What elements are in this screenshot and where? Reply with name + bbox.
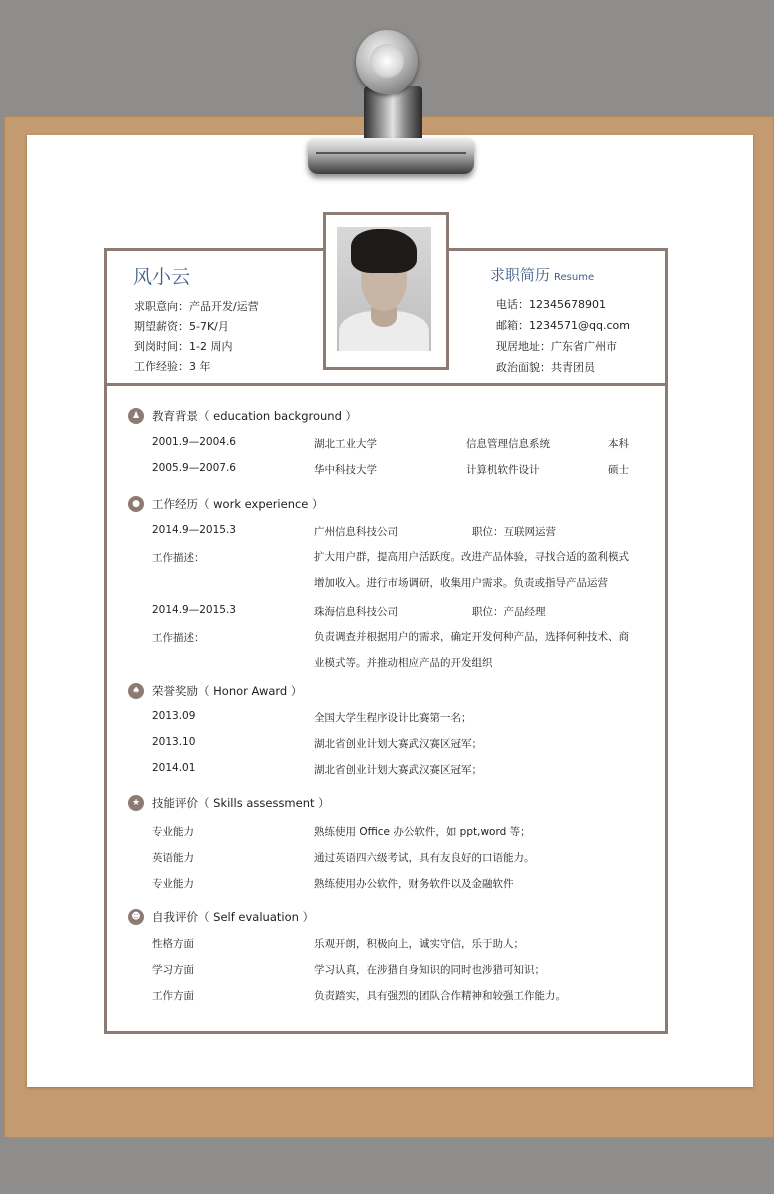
- work-company: 珠海信息科技公司: [314, 606, 398, 618]
- work-company: 广州信息科技公司: [314, 526, 398, 538]
- work-description: 负责调查并根据用户的需求，确定开发何种产品，选择何种技术、商业模式等。并推动相应产品的开发组织: [314, 631, 629, 669]
- info-line: 政治面貌：共青团员: [496, 361, 595, 374]
- header-divider: [104, 383, 668, 386]
- briefcase-icon: ●: [128, 496, 144, 512]
- work-desc-label: 工作描述：: [152, 632, 205, 644]
- edu-degree: 硕士: [608, 464, 629, 476]
- info-line: 求职意向：产品开发/运营: [134, 300, 259, 313]
- edu-school: 湖北工业大学: [314, 438, 377, 450]
- skill-label: 专业能力: [152, 826, 194, 838]
- honor-date: 2014.01: [152, 762, 196, 774]
- contact-info-right: [496, 294, 630, 378]
- edu-period: 2001.9—2004.6: [152, 436, 236, 448]
- section-title: 教育背景（ education background ）: [152, 409, 358, 423]
- work-description: 扩大用户群，提高用户活跃度。改进产品体验，寻找合适的盈利模式增加收入。进行市场调研，收集用户需求。负责或指导产品运营: [314, 551, 629, 589]
- skill-label: 专业能力: [152, 878, 194, 890]
- edu-major: 计算机软件设计: [466, 464, 540, 476]
- self-label: 工作方面: [152, 990, 194, 1002]
- resume-title-text: 求职简历: [490, 266, 551, 284]
- people-icon: ♟: [128, 408, 144, 424]
- work-period: 2014.9—2015.3: [152, 524, 236, 536]
- star-icon: ★: [128, 795, 144, 811]
- skill-text: 通过英语四六级考试，具有友良好的口语能力。: [314, 852, 535, 864]
- section-title: 技能评价（ Skills assessment ）: [152, 796, 330, 810]
- section-title: 荣誉奖励（ Honor Award ）: [152, 684, 303, 698]
- honor-text: 湖北省创业计划大赛武汉赛区冠军；: [314, 738, 482, 750]
- honor-date: 2013.09: [152, 710, 196, 722]
- info-line: 邮箱：1234571@qq.com: [496, 319, 630, 332]
- profile-photo: [337, 227, 431, 351]
- honor-text: 全国大学生程序设计比赛第一名；: [314, 712, 472, 724]
- self-text: 乐观开朗，积极向上，诚实守信，乐于助人；: [314, 938, 524, 950]
- work-position: 职位：产品经理: [472, 606, 546, 618]
- info-line: 现居地址：广东省广州市: [496, 340, 617, 353]
- work-position: 职位：互联网运营: [472, 526, 556, 538]
- work-period: 2014.9—2015.3: [152, 604, 236, 616]
- section-honor-heading: [128, 682, 302, 700]
- section-work-heading: [128, 495, 324, 513]
- person-icon: ☻: [128, 909, 144, 925]
- edu-major: 信息管理信息系统: [466, 438, 550, 450]
- personal-info-left: [134, 297, 259, 377]
- self-text: 学习认真，在涉猎自身知识的同时也涉猎可知识；: [314, 964, 545, 976]
- section-education-heading: [128, 407, 357, 425]
- skill-label: 英语能力: [152, 852, 194, 864]
- trophy-icon: ♠: [128, 683, 144, 699]
- self-text: 负责踏实，具有强烈的团队合作精神和较强工作能力。: [314, 990, 566, 1002]
- info-line: 电话：12345678901: [496, 298, 606, 311]
- self-label: 性格方面: [152, 938, 194, 950]
- resume-title: [490, 264, 594, 285]
- info-line: 到岗时间：1-2 周内: [134, 340, 233, 353]
- section-title: 工作经历（ work experience ）: [152, 497, 324, 511]
- candidate-name: 风小云: [133, 266, 191, 288]
- resume-title-sub: Resume: [554, 272, 595, 283]
- info-line: 期望薪资：5-7K/月: [134, 320, 229, 333]
- self-label: 学习方面: [152, 964, 194, 976]
- edu-degree: 本科: [608, 438, 629, 450]
- section-title: 自我评价（ Self evaluation ）: [152, 910, 315, 924]
- honor-text: 湖北省创业计划大赛武汉赛区冠军；: [314, 764, 482, 776]
- edu-school: 华中科技大学: [314, 464, 377, 476]
- honor-date: 2013.10: [152, 736, 196, 748]
- section-skills-heading: [128, 794, 330, 812]
- info-line: 工作经验：3 年: [134, 360, 211, 373]
- section-self-heading: [128, 908, 314, 926]
- binder-clip-icon: [298, 24, 488, 184]
- skill-text: 熟练使用 Office 办公软件，如 ppt,word 等；: [314, 826, 531, 838]
- edu-period: 2005.9—2007.6: [152, 462, 236, 474]
- work-desc-label: 工作描述：: [152, 552, 205, 564]
- skill-text: 熟练使用办公软件，财务软件以及金融软件: [314, 878, 514, 890]
